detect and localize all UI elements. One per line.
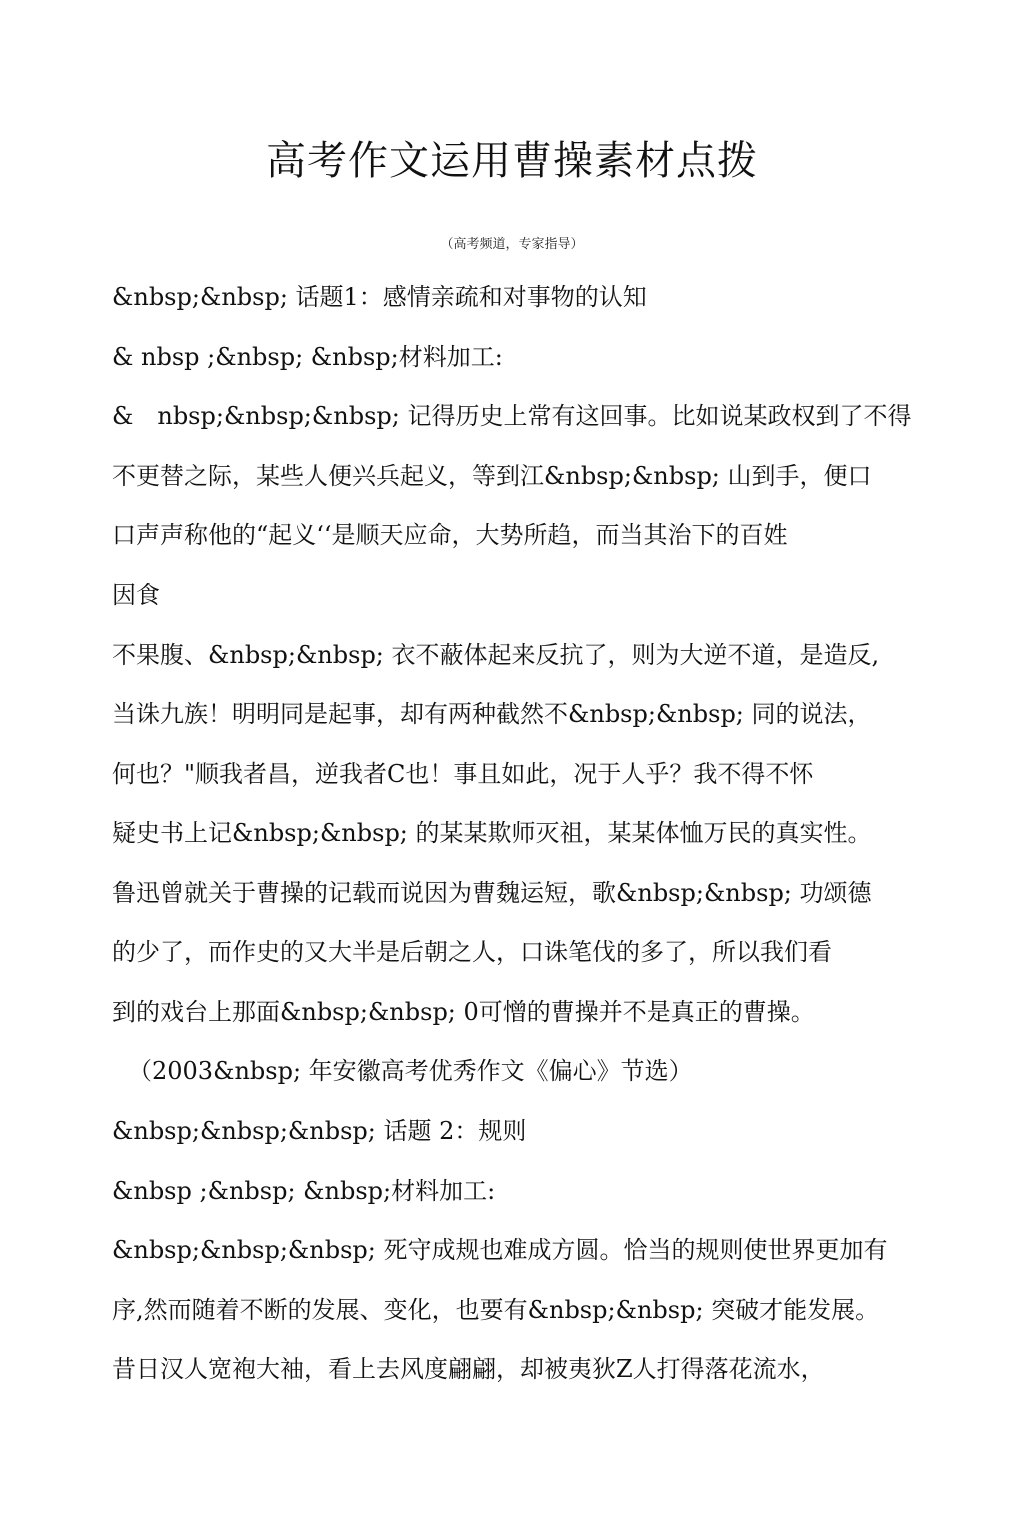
text-line: 到的戏台上那面&nbsp;&nbsp; 0可憎的曹操并不是真正的曹操。 [112, 998, 815, 1026]
text-line: 口声声称他的“起义‘‘是顺天应命，大势所趋，而当其治下的百姓 [112, 521, 788, 549]
text-line: 不果腹、&nbsp;&nbsp; 衣不蔽体起来反抗了，则为大逆不道，是造反, [112, 641, 880, 669]
text-line: 昔日汉人宽袍大袖，看上去风度翩翩，却被夷狄Z人打得落花流水， [112, 1355, 825, 1383]
text-line: &nbsp;&nbsp;&nbsp; 话题 2：规则 [112, 1117, 527, 1145]
page-subtitle: （高考频道，专家指导） [440, 237, 584, 252]
text-line: & nbsp;&nbsp;&nbsp; 记得历史上常有这回事。比如说某政权到了不得 [112, 402, 912, 430]
text-line: 当诛九族！明明同是起事，却有两种截然不&nbsp;&nbsp; 同的说法， [112, 700, 872, 728]
text-line: （2003&nbsp; 年安徽高考优秀作文《偏心》节选） [128, 1057, 693, 1085]
text-line: &nbsp;&nbsp; 话题1：感情亲疏和对事物的认知 [112, 283, 647, 311]
text-line: 疑史书上记&nbsp;&nbsp; 的某某欺师灭祖，某某体恤万民的真实性。 [112, 819, 872, 847]
text-line: &nbsp ;&nbsp; &nbsp;材料加工: [112, 1177, 496, 1205]
text-line: &nbsp;&nbsp;&nbsp; 死守成规也难成方圆。恰当的规则使世界更加有 [112, 1236, 888, 1264]
text-line: 的少了，而作史的又大半是后朝之人，口诛笔伐的多了，所以我们看 [112, 938, 832, 966]
text-line: 因食 [112, 581, 160, 609]
text-line: & nbsp ;&nbsp; &nbsp;材料加工: [112, 343, 503, 371]
text-line: 序,然而随着不断的发展、变化，也要有&nbsp;&nbsp; 突破才能发展。 [112, 1296, 880, 1324]
text-line: 不更替之际，某些人便兴兵起义，等到江&nbsp;&nbsp; 山到手，便口 [112, 462, 872, 490]
page-title: 高考作文运用曹操素材点拨 [266, 138, 758, 184]
text-line: 鲁迅曾就关于曹操的记载而说因为曹魏运短，歌&nbsp;&nbsp; 功颂德 [112, 879, 872, 907]
text-line: 何也？"顺我者昌，逆我者C也！事且如此，况于人乎？我不得不怀 [112, 760, 814, 788]
